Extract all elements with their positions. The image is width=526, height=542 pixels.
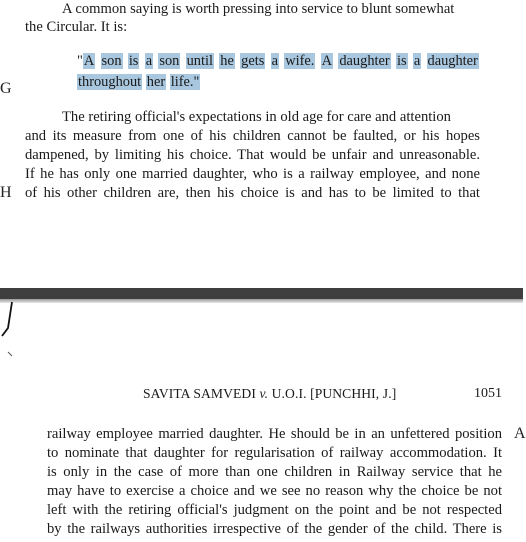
margin-letter-g: G — [0, 80, 12, 97]
highlighted-word: A — [321, 53, 333, 69]
highlighted-word: a — [271, 53, 278, 69]
highlighted-word: until — [186, 53, 213, 69]
highlighted-quote — [77, 51, 479, 93]
quote-open-mark: " — [77, 53, 83, 69]
highlighted-word: her — [146, 74, 166, 90]
highlighted-word: is — [396, 53, 407, 69]
highlighted-word: A — [83, 53, 95, 69]
highlighted-word: son — [159, 53, 180, 69]
highlighted-word: a — [413, 53, 421, 69]
margin-letter-h: H — [0, 184, 12, 201]
page-number: 1051 — [474, 386, 502, 401]
highlighted-word: throughout — [78, 74, 142, 90]
highlighted-word: daughter — [339, 53, 390, 69]
highlighted-word: he — [220, 53, 234, 69]
para-line: of his other children are, then his choice is and has to be limited to that — [25, 185, 480, 201]
quote-line-1 — [77, 51, 479, 72]
highlighted-word: wife. — [285, 53, 315, 69]
intro-line-1: A common saying is worth pressing into service to blunt somewhat — [62, 1, 455, 17]
highlighted-word: son — [101, 53, 122, 69]
body-line: by the railways authorities irrespective of the gender of the child. There is — [47, 521, 502, 537]
body-line: is only in the case of more than one children in Railway service that he — [47, 464, 502, 480]
para-line: The retiring official's expectations in old age for care and attention — [62, 109, 451, 125]
body-line: railway employee married daughter. He should be in an unfettered position — [47, 426, 502, 442]
page-divider — [0, 288, 523, 299]
para-line: If he has only one married daughter, who is a railway employee, and none — [25, 166, 480, 182]
highlighted-word: gets — [241, 53, 265, 69]
highlighted-word: daughter — [427, 53, 478, 69]
highlighted-word: life." — [170, 74, 200, 90]
body-line: left with the retiring official's judgment on the point and be not respected — [47, 502, 502, 518]
intro-line-2: the Circular. It is: — [25, 19, 128, 35]
para-line: dampened, by limiting his choice. That would be unfair and unreasonable. — [25, 147, 480, 163]
running-header-title: SAVITA SAMVEDI v. U.O.I. [PUNCHHI, J.] — [143, 386, 397, 401]
body-line: may have to exercise a choice and we see no reason why the choice be not — [47, 483, 502, 499]
highlighted-word: a — [145, 53, 153, 69]
highlighted-word: is — [128, 53, 139, 69]
quote-line-2 — [77, 72, 479, 93]
scan-mark — [0, 300, 30, 360]
margin-letter-a: A — [514, 425, 526, 442]
para-line: and its measure from one of his children cannot be faulted, or his hopes — [25, 128, 480, 144]
page-divider-shadow — [0, 299, 523, 303]
body-line: to nominate that daughter for regularisation of railway accommodation. It — [47, 445, 502, 461]
